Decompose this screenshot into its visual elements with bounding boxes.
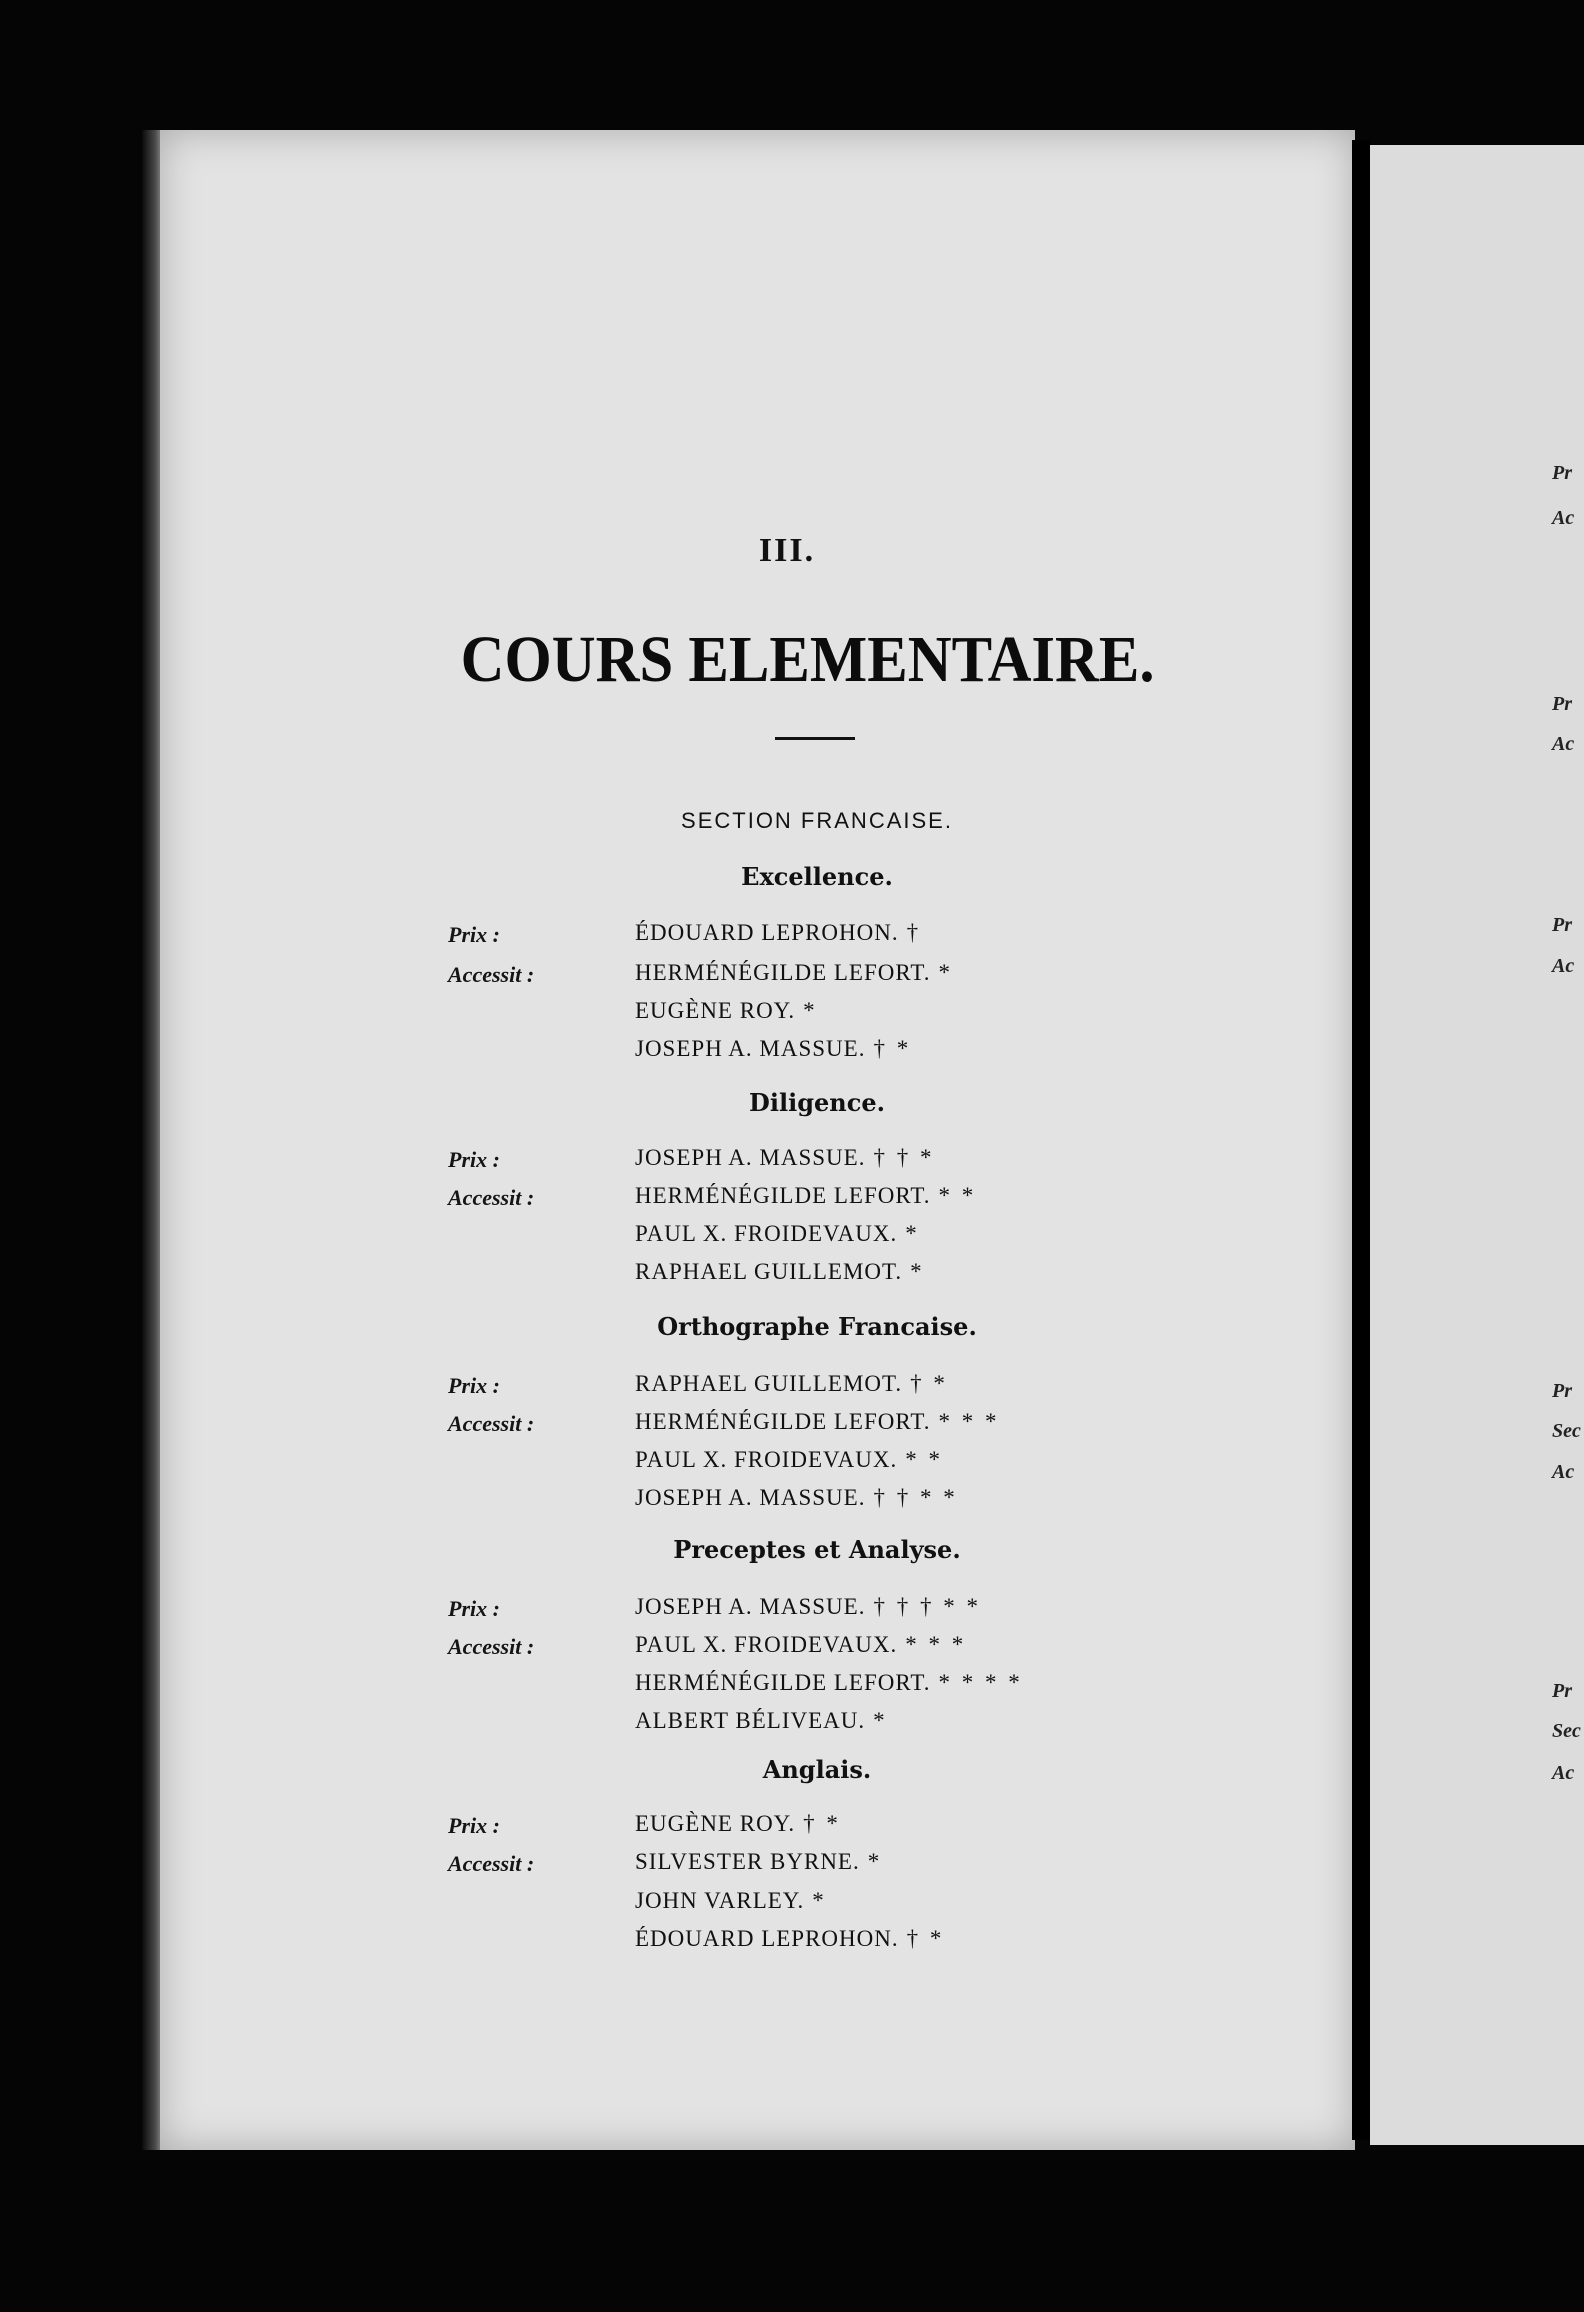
award-recipient: EUGÈNE ROY. * [635,998,818,1023]
award-recipient: RAPHAEL GUILLEMOT. * [635,1259,925,1284]
award-label: Accessit : [448,1634,535,1659]
facing-page-label: Pr [1552,1380,1572,1402]
subject-heading: Anglais. [762,1755,872,1784]
award-recipient: HERMÉNÉGILDE LEFORT. * * [635,1183,977,1208]
award-recipient: JOSEPH A. MASSUE. † † * [635,1145,935,1170]
award-recipient: HERMÉNÉGILDE LEFORT. * * * [635,1409,1000,1434]
left-page [160,130,1355,2150]
facing-page-label: Pr [1552,462,1572,484]
facing-page-label: Ac [1552,1762,1575,1784]
award-recipient: RAPHAEL GUILLEMOT. † * [635,1371,948,1396]
facing-page-label: Pr [1552,914,1572,936]
facing-page-label: Pr [1552,693,1572,715]
award-recipient: ÉDOUARD LEPROHON. † [635,920,922,945]
award-recipient: PAUL X. FROIDEVAUX. * * * [635,1632,967,1657]
award-label: Prix : [448,1147,500,1172]
subject-heading: Excellence. [741,862,893,891]
award-recipient: PAUL X. FROIDEVAUX. * * [635,1447,943,1472]
facing-page-label: Ac [1552,1461,1575,1483]
award-label: Prix : [448,1373,500,1398]
subject-heading: Preceptes et Analyse. [673,1535,961,1564]
chapter-number: III. [758,532,816,569]
subject-heading: Orthographe Francaise. [657,1312,977,1341]
section-title: SECTION FRANCAISE. [681,808,953,833]
award-label: Prix : [448,1596,500,1621]
award-recipient: SILVESTER BYRNE. * [635,1849,883,1874]
facing-page-label: Ac [1552,733,1575,755]
award-recipient: HERMÉNÉGILDE LEFORT. * * * * [635,1670,1023,1695]
facing-page-label: Pr [1552,1680,1572,1702]
award-recipient: ALBERT BÉLIVEAU. * [635,1708,888,1733]
page-gutter [1352,140,1370,2140]
facing-page-label: Sec [1552,1720,1581,1742]
award-recipient: JOSEPH A. MASSUE. † † † * * [635,1594,981,1619]
award-recipient: PAUL X. FROIDEVAUX. * [635,1221,920,1246]
award-label: Prix : [448,922,500,947]
facing-page-label: Ac [1552,507,1575,529]
subject-heading: Diligence. [749,1088,885,1117]
award-label: Accessit : [448,1185,535,1210]
award-label: Accessit : [448,1411,535,1436]
award-recipient: ÉDOUARD LEPROHON. † * [635,1926,945,1951]
facing-page-fragment [1370,145,1584,2145]
title-divider [775,737,855,740]
facing-page-label: Sec [1552,1420,1581,1442]
award-recipient: JOSEPH A. MASSUE. † * [635,1036,912,1061]
award-label: Accessit : [448,1851,535,1876]
award-recipient: JOHN VARLEY. * [635,1888,827,1913]
award-recipient: JOSEPH A. MASSUE. † † * * [635,1485,958,1510]
page-title: COURS ELEMENTAIRE. [460,623,1155,696]
award-recipient: EUGÈNE ROY. † * [635,1811,841,1836]
award-label: Prix : [448,1813,500,1838]
award-label: Accessit : [448,962,535,987]
facing-page-label: Ac [1552,955,1575,977]
award-recipient: HERMÉNÉGILDE LEFORT. * [635,960,953,985]
